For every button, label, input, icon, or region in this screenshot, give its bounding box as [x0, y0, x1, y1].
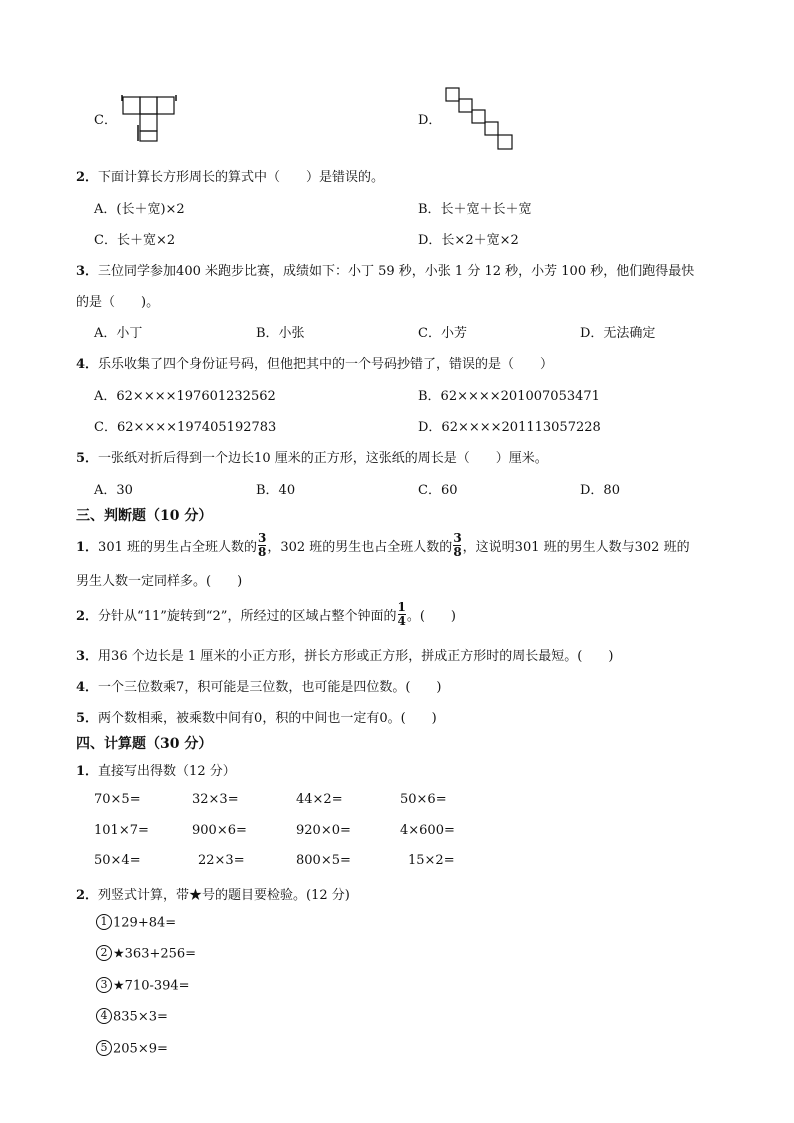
mental-math-item: 15×2=	[408, 853, 455, 868]
judge-question-1	[76, 531, 690, 560]
fraction-numerator: 3	[453, 531, 462, 545]
fraction	[258, 533, 266, 558]
judge-question-5	[76, 707, 437, 726]
net-figure-d	[444, 86, 518, 152]
vertical-calc-item	[96, 978, 190, 994]
q2-option-c: C．长＋宽×2	[94, 233, 176, 248]
q4-option-c: C．62××××197405192783	[94, 420, 277, 435]
question-number: 5．	[76, 451, 99, 466]
question-number: 1．	[76, 540, 99, 555]
q5-option-d: D．80	[580, 483, 620, 498]
question-number: 3．	[76, 264, 99, 279]
judge-question-3	[76, 645, 613, 664]
q4-option-b: B．62××××201007053471	[418, 389, 600, 404]
fraction-denominator: 4	[397, 614, 406, 628]
text-part: ，302 班的男生也占全班人数的	[267, 540, 453, 555]
section-title-calc: 四、计算题（30 分）	[76, 736, 213, 752]
question-number: 4．	[76, 680, 99, 695]
mental-math-item: 70×5=	[94, 792, 141, 807]
circled-number: 2	[96, 945, 112, 961]
vertical-calc-item	[96, 1009, 168, 1025]
question-number: 2．	[76, 609, 99, 624]
question-text: 一个三位数乘7，积可能是三位数，也可能是四位数。( )	[98, 680, 442, 695]
fraction-numerator: 3	[258, 531, 267, 545]
expression: 129+84=	[113, 915, 177, 931]
question-number: 2．	[76, 170, 99, 185]
q2-option-d: D．长×2＋宽×2	[418, 233, 519, 248]
question-text: 一张纸对折后得到一个边长10 厘米的正方形，这张纸的周长是（ ）厘米。	[98, 451, 548, 466]
expression: 205×9=	[113, 1041, 168, 1057]
q3-option-a: A．小丁	[94, 326, 143, 341]
question-number: 1．	[76, 764, 99, 779]
vertical-calc-item	[96, 915, 176, 931]
text-part: 301 班的男生占全班人数的	[98, 540, 257, 555]
question-number: 3．	[76, 649, 99, 664]
fraction-numerator: 1	[397, 600, 406, 614]
mental-math-item: 32×3=	[192, 792, 239, 807]
option-c-label: C．	[94, 113, 117, 128]
mental-math-item: 920×0=	[296, 823, 351, 838]
text-part: 。( )	[406, 609, 456, 624]
mental-math-item: 50×4=	[94, 853, 141, 868]
fraction-denominator: 8	[258, 545, 267, 559]
question-3-line2: 的是（ )。	[76, 295, 160, 310]
q5-option-a: A．30	[94, 483, 133, 498]
question-5	[76, 447, 548, 466]
expression: 835×3=	[113, 1009, 168, 1025]
q3-option-c: C．小芳	[418, 326, 467, 341]
judge-question-1-line2: 男生人数一定同样多。( )	[76, 574, 243, 589]
question-4	[76, 353, 553, 372]
question-text: 乐乐收集了四个身份证号码，但他把其中的一个号码抄错了，错误的是（ ）	[98, 357, 554, 372]
question-text: 三位同学参加400 米跑步比赛，成绩如下：小丁 59 秒，小张 1 分 12 秒，小芳 100 秒，他们跑得最快	[98, 264, 695, 279]
question-text: 下面计算长方形周长的算式中（ ）是错误的。	[98, 170, 385, 185]
question-number: 2．	[76, 888, 99, 903]
text-part: ，这说明301 班的男生人数与302 班的	[462, 540, 690, 555]
mental-math-item: 22×3=	[198, 853, 245, 868]
vertical-calc-item	[96, 1041, 168, 1057]
q4-option-a: A．62××××197601232562	[94, 389, 276, 404]
fraction-denominator: 8	[453, 545, 462, 559]
mental-math-item: 4×600=	[400, 823, 455, 838]
mental-math-item: 101×7=	[94, 823, 149, 838]
question-number: 4．	[76, 357, 99, 372]
circled-number: 4	[96, 1008, 112, 1024]
calc-question-2	[76, 884, 350, 903]
expression: ★363+256=	[113, 946, 197, 962]
vertical-calc-item	[96, 946, 196, 962]
fraction	[453, 533, 461, 558]
q3-option-b: B．小张	[256, 326, 305, 341]
q5-option-b: B．40	[256, 483, 296, 498]
q5-option-c: C．60	[418, 483, 458, 498]
circled-number: 3	[96, 977, 112, 993]
q2-option-a: A．(长＋宽)×2	[94, 202, 185, 217]
mental-math-item: 800×5=	[296, 853, 351, 868]
circled-number: 5	[96, 1040, 112, 1056]
q4-option-d: D．62××××201113057228	[418, 420, 601, 435]
expression: ★710-394=	[113, 978, 190, 994]
question-2	[76, 166, 384, 185]
section-title-judge: 三、判断题（10 分）	[76, 508, 213, 524]
question-text: 直接写出得数（12 分）	[98, 764, 236, 779]
q2-option-b: B．长＋宽＋长＋宽	[418, 202, 532, 217]
question-number: 5．	[76, 711, 99, 726]
q3-option-d: D．无法确定	[580, 326, 656, 341]
net-figure-c	[118, 95, 188, 145]
option-d-label: D．	[418, 113, 442, 128]
question-text: 列竖式计算，带★号的题目要检验。(12 分)	[98, 888, 350, 903]
fraction	[397, 602, 405, 627]
question-text: 两个数相乘，被乘数中间有0，积的中间也一定有0。( )	[98, 711, 437, 726]
judge-question-4	[76, 676, 441, 695]
question-3	[76, 260, 694, 279]
calc-question-1	[76, 760, 236, 779]
mental-math-item: 900×6=	[192, 823, 247, 838]
mental-math-item: 50×6=	[400, 792, 447, 807]
judge-question-2	[76, 600, 456, 629]
text-part: 分针从“11”旋转到“2”，所经过的区域占整个钟面的	[98, 609, 397, 624]
mental-math-item: 44×2=	[296, 792, 343, 807]
question-text: 用36 个边长是 1 厘米的小正方形，拼长方形或正方形，拼成正方形时的周长最短。( )	[98, 649, 614, 664]
circled-number: 1	[96, 914, 112, 930]
